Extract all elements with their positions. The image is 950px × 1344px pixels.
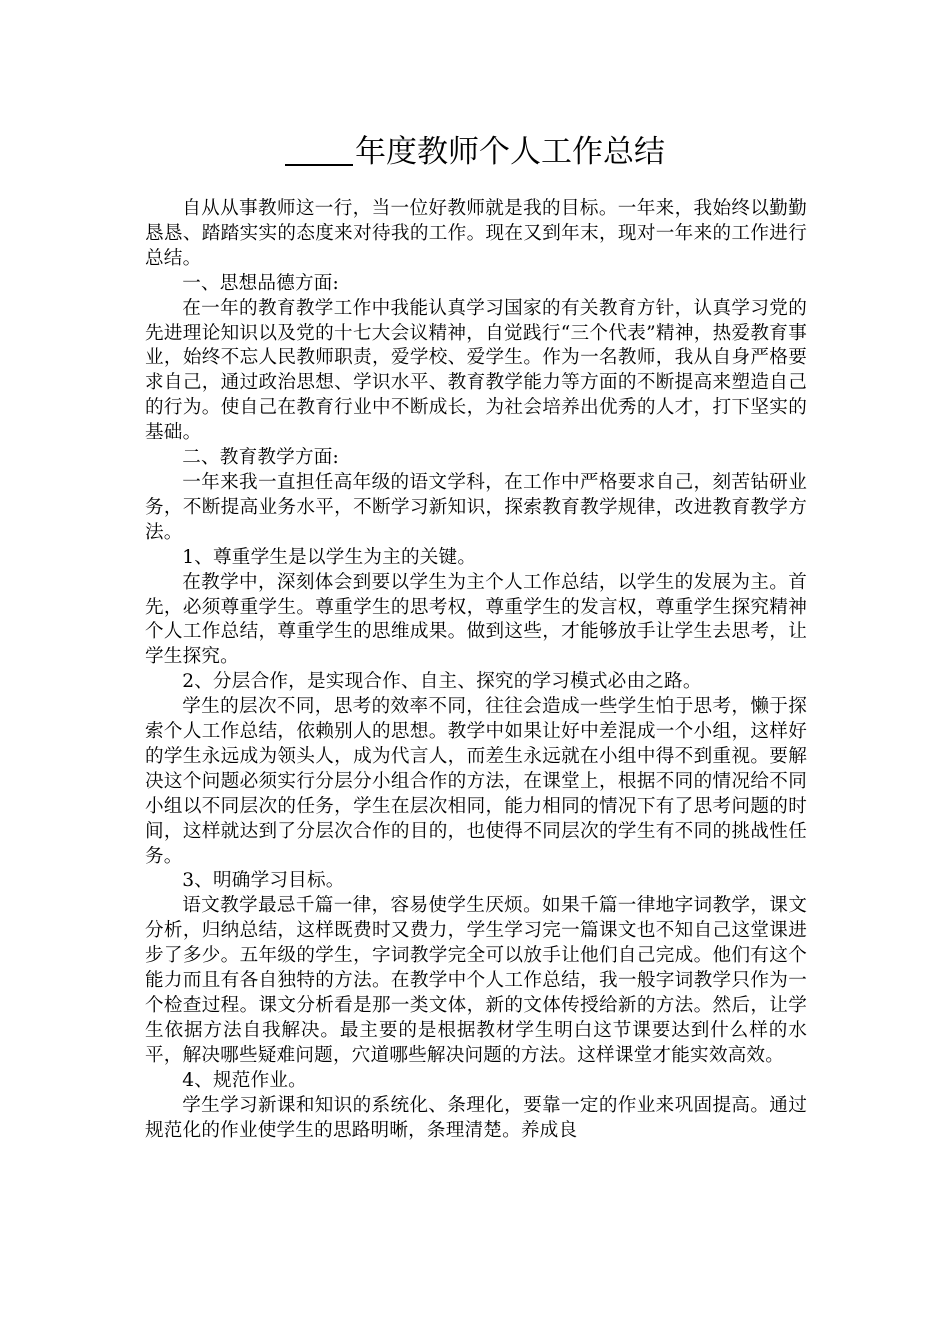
subheading-respect-students: 1、尊重学生是以学生为主的关键。 bbox=[182, 546, 477, 568]
section-heading-ideology: 一、思想品德方面: bbox=[182, 272, 340, 294]
subheading-learning-goals: 3、明确学习目标。 bbox=[182, 870, 345, 892]
paragraph-respect-students: 在教学中，深刻体会到要以学生为主个人工作总结，以学生的发展为主。首先，必须尊重学生。尊重学生的思考权，尊重学生的发言权，尊重学生探究精神个人工作总结，尊重学生的思维成果。做到这些，才能够放手让学生去思考，让学生探究。 bbox=[145, 571, 807, 668]
paragraph-teaching: 一年来我一直担任高年级的语文学科，在工作中严格要求自己，刻苦钻研业务，不断提高业务水平，不断学习新知识，探索教育教学规律，改进教育教学方法。 bbox=[145, 471, 807, 543]
paragraph-layered-cooperation: 学生的层次不同，思考的效率不同，往往会造成一些学生怕于思考，懒于探索个人工作总结，依赖别人的思想。教学中如果让好中差混成一个小组，这样好的学生永远成为领头人，成为代言人，而差生永远就在小组中得不到重视。要解决这个问题必须实行分层分小组合作的方法，在课堂上，根据不同的情况给不同小组以不同层次的任务，学生在层次相同，能力相同的情况下有了思考问题的时间，这样就达到了分层次合作的目的，也使得不同层次的学生有不同的挑战性任务。 bbox=[145, 696, 807, 867]
subheading-homework: 4、规范作业。 bbox=[182, 1069, 307, 1091]
paragraph-ideology: 在一年的教育教学工作中我能认真学习国家的有关教育方针，认真学习党的先进理论知识以及党的十七大会议精神，自觉践行“三个代表”精神，热爱教育事业，始终不忘人民教师职责，爱学校、爱学生。作为一名教师，我从自身严格要求自己，通过政治思想、学识水平、教育教学能力等方面的不断提高来塑造自己的行为。使自己在教育行业中不断成长，为社会培养出优秀的人才，打下坚实的基础。 bbox=[145, 297, 807, 444]
section-heading-teaching: 二、教育教学方面: bbox=[182, 447, 340, 469]
document-title bbox=[145, 128, 805, 176]
document-body bbox=[145, 197, 807, 1143]
paragraph-homework: 学生学习新课和知识的系统化、条理化，要靠一定的作业来巩固提高。通过规范化的作业使学生的思路明晰，条理清楚。养成良 bbox=[145, 1094, 807, 1141]
paragraph-learning-goals: 语文教学最忌千篇一律，容易使学生厌烦。如果千篇一律地字词教学，课文分析，归纳总结，这样既费时又费力，学生学习完一篇课文也不知自己这堂课进步了多少。五年级的学生，字词教学完全可以放手让他们自己完成。他们有这个能力而且有各自独特的方法。在教学中个人工作总结，我一般字词教学只作为一个检查过程。课文分析看是那一类文体，新的文体传授给新的方法。然后，让学生依据方法自我解决。最主要的是根据教材学生明白这节课要达到什么样的水平，解决哪些疑难问题，穴道哪些解决问题的方法。这样课堂才能实效高效。 bbox=[145, 895, 807, 1066]
paragraph-intro: 自从从事教师这一行，当一位好教师就是我的目标。一年来，我始终以勤勤恳恳、踏踏实实的态度来对待我的工作。现在又到年末，现对一年来的工作进行总结。 bbox=[145, 198, 807, 269]
title-text: 年度教师个人工作总结 bbox=[355, 134, 665, 170]
subheading-layered-cooperation: 2、分层合作，是实现合作、自主、探究的学习模式必由之路。 bbox=[182, 671, 702, 693]
title-blank-underline bbox=[285, 134, 353, 166]
